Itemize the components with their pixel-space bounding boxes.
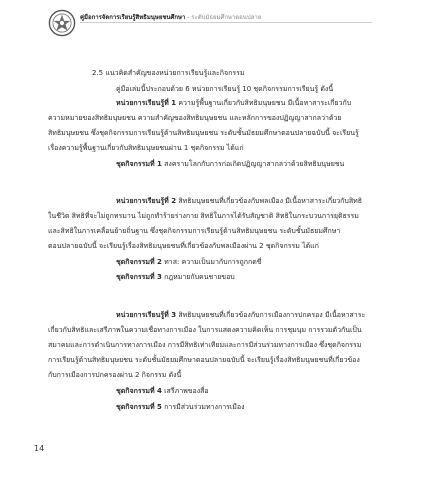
unit-1-label: หน่วยการเรียนรู้ที่ 1 [116, 99, 177, 107]
section-intro: คู่มือเล่มนี้ประกอบด้วย 6 หน่วยการเรียนรู้ 10 ชุดกิจกรรมการเรียนรู้ ดังนี้ [116, 85, 334, 93]
unit-3-line-4: การเรียนรู้ด้านสิทธิมนุษยชน ระดับชั้นมัธยมศึกษาตอนปลายฉบับนี้ จะเรียนรู้เรื่องสิทธิมนุษยชนที่เกี่ยวข้อง [48, 356, 360, 364]
unit-1-line-1: ความรู้พื้นฐานเกี่ยวกับสิทธิมนุษยชน มีเนื้อหาสาระเกี่ยวกับ [176, 99, 352, 107]
activity-3 [116, 273, 235, 282]
header-title-sub: - ระดับมัธยมศึกษาตอนปลาย [185, 14, 262, 21]
unit-1-line-3: สิทธิมนุษยชน ซึ่งชุดกิจกรรมการเรียนรู้ด้านสิทธิมนุษยชน ระดับชั้นมัธยมศึกษาตอนปลายฉบับนี้ จะเรียนรู้ [48, 129, 359, 137]
activity-4-text: เสรีภาพของสื่อ [161, 387, 209, 395]
unit-3-paragraph-first-line [116, 311, 365, 320]
activity-2-text: ทาส: ความเป็นมากับการถูกกดขี่ [161, 258, 262, 266]
unit-1-paragraph-first-line [116, 99, 351, 108]
activity-1-label: ชุดกิจกรรมที่ 1 [116, 160, 162, 168]
activity-4 [116, 387, 209, 396]
activity-1-text: สงครามโลกกับการก่อเกิดปฏิญญาสากลว่าด้วยสิทธิมนุษยชน [161, 160, 345, 168]
unit-2-label: หน่วยการเรียนรู้ที่ 2 [116, 197, 177, 205]
unit-2-line-1: สิทธิมนุษยชนที่เกี่ยวข้องกับพลเมือง มีเนื้อหาสาระเกี่ยวกับสิทธิ [176, 197, 363, 205]
activity-5 [116, 403, 245, 412]
activity-2-label: ชุดกิจกรรมที่ 2 [116, 258, 162, 266]
unit-3-line-2: เกี่ยวกับสิทธิและเสรีภาพในความเชื่อทางการเมือง ในการแสดงความคิดเห็น การชุมนุม การรวมตัวกันเป็น [48, 326, 362, 334]
unit-2-line-3: และสิทธิในการเคลื่อนย้ายถิ่นฐาน ซึ่งชุดกิจกรรมการเรียนรู้ด้านสิทธิมนุษยชน ระดับชั้นมัธยมศึกษา [48, 227, 341, 235]
unit-2-paragraph-first-line [116, 197, 362, 206]
activity-5-label: ชุดกิจกรรมที่ 5 [116, 403, 162, 411]
section-heading: 2.5 แนวคิดสำคัญของหน่วยการเรียนรู้และกิจกรรม [92, 69, 245, 77]
activity-4-label: ชุดกิจกรรมที่ 4 [116, 387, 162, 395]
unit-3-line-5: กับการเมืองการปกครองผ่าน 2 กิจกรรม ดังนี้ [48, 371, 182, 379]
activity-5-text: การมีส่วนร่วมทางการเมือง [161, 403, 245, 411]
unit-3-line-3: สมาคมและการดำเนินการทางการเมือง การมีสิทธิเท่าเทียมและการมีส่วนร่วมทางการเมือง ซึ่งชุดกิจกรรม [48, 341, 362, 349]
unit-2-line-4: ตอนปลายฉบับนี้ จะเรียนรู้เรื่องสิทธิมนุษยชนที่เกี่ยวข้องกับพลเมืองผ่าน 2 ชุดกิจกรรม ได้แก่ [48, 242, 319, 250]
unit-2-line-2: ในชีวิต สิทธิที่จะไม่ถูกทรมาน ไม่ถูกทำร้ายร่างกาย สิทธิในการได้รับสัญชาติ สิทธิในกระบวนการยุติธรรม [48, 212, 359, 220]
unit-3-line-1: สิทธิมนุษยชนที่เกี่ยวข้องกับการเมืองการปกครอง มีเนื้อหาสาระ [176, 311, 366, 319]
header-title-main: คู่มือการจัดการเรียนรู้สิทธิมนุษยชนศึกษา [80, 14, 186, 21]
unit-3-label: หน่วยการเรียนรู้ที่ 3 [116, 311, 177, 319]
activity-2 [116, 258, 262, 267]
unit-1-line-4: เรื่องความรู้พื้นฐานเกี่ยวกับสิทธิมนุษยชนผ่าน 1 ชุดกิจกรรม ได้แก่ [48, 144, 244, 152]
page-number: 14 [34, 444, 45, 453]
activity-3-text: กฎหมายกับคนชายขอบ [161, 273, 235, 281]
unit-1-line-2: ความหมายของสิทธิมนุษยชน ความสำคัญของสิทธิมนุษยชน และหลักการของปฏิญญาสากลว่าด้วย [48, 114, 342, 122]
activity-3-label: ชุดกิจกรรมที่ 3 [116, 273, 162, 281]
activity-1 [116, 160, 344, 169]
